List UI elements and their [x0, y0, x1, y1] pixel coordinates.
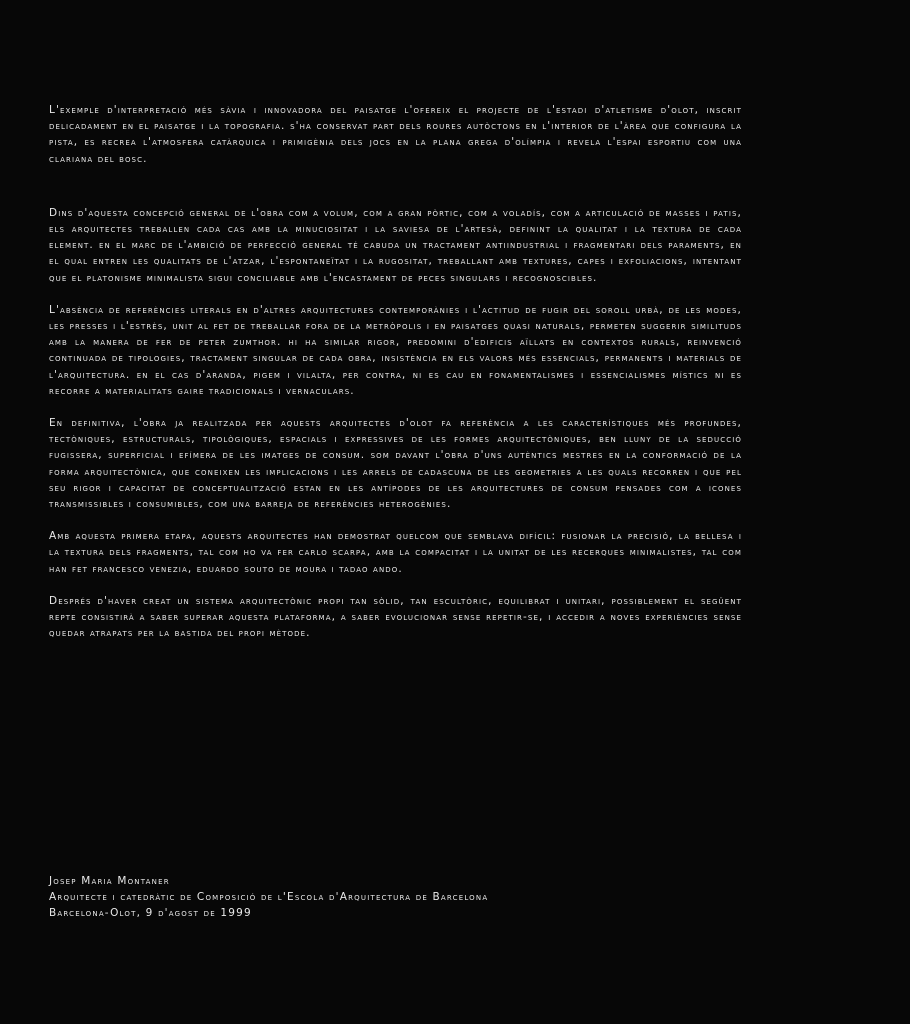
paragraph-first-stage: Amb aquesta primera etapa, aquests arquitectes han demostrat quelcom que semblava difícil: fusionar la precisió, la bellesa i la textura dels fragments, tal com ho va fer carlo scarpa, amb la compacitat i la unitat de les recerques minimalistes, tal com han fet francesco venezia, eduardo souto de moura i tadao ando.	[49, 530, 742, 575]
paragraph-stadium-olot: L'exemple d'interpretació més sàvia i innovadora del paisatge l'ofereix el projecte de l'estadi d'atletisme d'olot, inscrit delicadament en el paisatge i la topografia. s'ha conservat part dels roures autòctons en l'interior de l'àrea que configura la pista, es recrea l'atmosfera catàrquica i primigènia dels jocs en la plana grega d'olímpia i revela l'espai esportiu com una clariana del bosc.	[49, 104, 742, 165]
paragraph-zumthor-comparison: L'absència de referències literals en d'altres arquitectures contemporànies i l'actitud de fugir del soroll urbà, de les modes, les presses i l'estrès, unit al fet de treballar fora de la metròpolis i en paisatges quasi naturals, permeten suggerir similituds amb la manera de fer de peter zumthor. hi ha similar rigor, predomini d'edificis aïllats en contextos rurals, reinvenció continuada de tipologies, tractament singular de cada obra, insistència en els valors més essencials, permanents i materials de l'arquitectura. en el cas d'aranda, pigem i vilalta, per contra, ni es cau en fonamentalismes i essencialismes místics ni es recorre a materialitats gaire tradicionals i vernaculars.	[49, 303, 742, 397]
author-role: Arquitecte i catedràtic de Composició de l'Escola d'Arquitectura de Barcelona	[49, 891, 489, 904]
place-date: Barcelona-Olot, 9 d'agost de 1999	[49, 907, 252, 920]
author-name: Josep Maria Montaner	[49, 875, 170, 887]
signature-block	[49, 873, 749, 922]
essay-body	[49, 102, 742, 641]
paragraph-volume-concept: Dins d'aquesta concepció general de l'obra com a volum, com a gran pòrtic, com a voladís, com a articulació de masses i patis, els arquitectes treballen cada cas amb la minuciositat i la saviesa de l'artesà, definint la qualitat i la textura de cada element. en el marc de l'ambició de perfecció general té cabuda un tractament antiindustrial i fragmentari dels paraments, en el qual entren les qualitats de l'atzar, l'espontaneïtat i la rugositat, treballant amb textures, capes i exfoliacions, intentant que el platonisme minimalista sigui conciliable amb l'encastament de peces singulars i recognoscibles.	[49, 206, 742, 284]
paragraph-next-challenge: Després d'haver creat un sistema arquitectònic propi tan sòlid, tan escultòric, equilibrat i unitari, possiblement el següent repte consistirà a saber superar aquesta plataforma, a saber evolucionar sense repetir-se, i accedir a noves experiències sense quedar atrapats per la bastida del propi mètode.	[49, 594, 742, 640]
paragraph-conclusion-references: En definitiva, l'obra ja realitzada per aquests arquitectes d'olot fa referència a les característiques més profundes, tectòniques, estructurals, tipològiques, espacials i expressives de les formes arquitectòniques, ben lluny de la seducció fugissera, superficial i efímera de les imatges de consum. som davant l'obra d'uns autèntics mestres en la conformació de la forma arquitectònica, que coneixen les implicacions i les arrels de cadascuna de les geometries a les quals recorren i que pel seu rigor i capacitat de conceptualització estan en les antípodes de les arquitectures de consum pensades com a icones transmissibles i consumibles, com una barreja de referències heterogènies.	[49, 417, 742, 511]
